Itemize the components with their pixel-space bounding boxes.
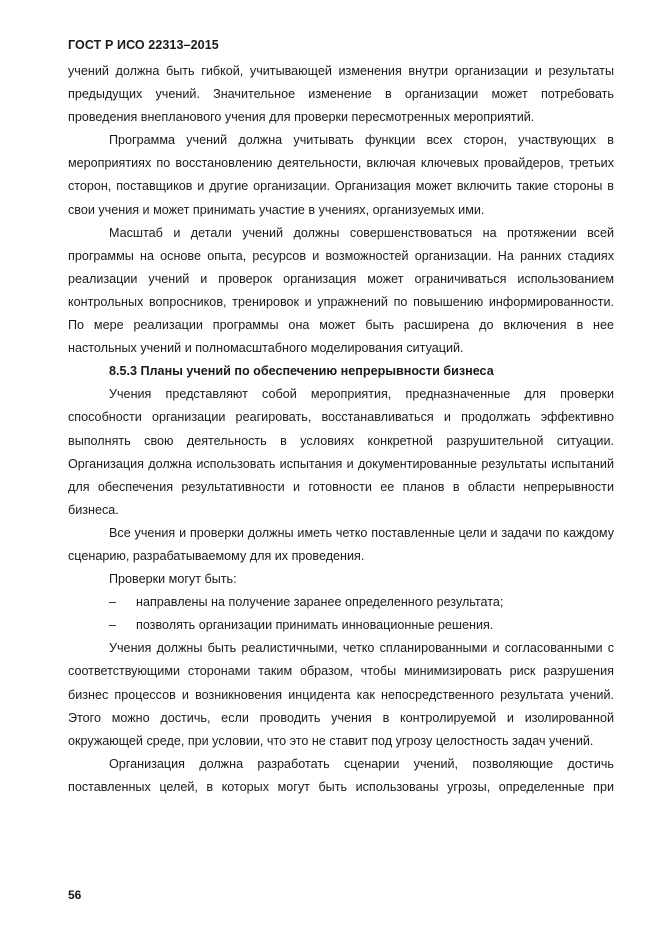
list-marker: – bbox=[109, 595, 117, 610]
paragraph-checks-intro: Проверки могут быть: bbox=[109, 572, 237, 587]
list-marker: – bbox=[109, 618, 117, 633]
paragraph-exercise-program: Программа учений должна учитывать функции всех сторон, участвующих в мероприятиях по восстановлению деятельности, включая ключевых провайдеров, третьих сторон, поставщиков и другие организации. Организация может включить такие стороны в свои учения и может принимать участие в учениях, организуемых ими. bbox=[68, 133, 614, 217]
section-heading-8-5-3: 8.5.3 Планы учений по обеспечению непрерывности бизнеса bbox=[109, 364, 494, 379]
list-item-text: позволять организации принимать инновационные решения. bbox=[136, 618, 494, 633]
document-body bbox=[68, 60, 614, 799]
document-header: ГОСТ Р ИСО 22313–2015 bbox=[68, 38, 219, 52]
page-number: 56 bbox=[68, 888, 82, 902]
list-item bbox=[68, 591, 614, 614]
paragraph-exercise-scale: Масштаб и детали учений должны совершенствоваться на протяжении всей программы на основе опыта, ресурсов и возможностей организации. На ранних стадиях реализации учений и проверок организация может ограничиваться использованием контрольных вопросников, тренировок и упражнений по повышению информированности. По мере реализации программы она может быть расширена до включения в нее настольных учений и полномасштабного моделирования ситуаций. bbox=[68, 225, 614, 356]
list-item-text: направлены на получение заранее определенного результата; bbox=[136, 595, 504, 610]
paragraph-exercise-goals: Все учения и проверки должны иметь четко поставленные цели и задачи по каждому сценарию, разрабатываемому для их проведения. bbox=[68, 525, 614, 563]
paragraph-exercise-scenarios: Организация должна разработать сценарии учений, позволяющие достичь поставленных целей, в которых могут быть использованы угрозы, определенные при bbox=[68, 756, 614, 794]
list-item bbox=[68, 614, 614, 637]
paragraph-continuation: учений должна быть гибкой, учитывающей изменения внутри организации и результаты предыдущих учений. Значительное изменение в организации может потребовать проведения внепланового учения для проверки пересмотренных мероприятий. bbox=[68, 64, 614, 125]
paragraph-realistic-exercises: Учения должны быть реалистичными, четко спланированными и согласованными с соответствующими сторонами таким образом, чтобы минимизировать риск разрушения бизнес процессов и возникновения инцидента как непосредственного результата учений. Этого можно достичь, если проводить учения в контролируемой и изолированной окружающей среде, при условии, что это не ставит под угрозу целостность задач учений. bbox=[68, 641, 614, 748]
paragraph-exercise-definition: Учения представляют собой мероприятия, предназначенные для проверки способности организации реагировать, восстанавливаться и продолжать эффективно выполнять свою деятельность в условиях конкретной разрушительной ситуации. Организация должна использовать испытания и документированные результаты испытаний для обеспечения результативности и готовности ее планов в области непрерывности бизнеса. bbox=[68, 387, 614, 517]
